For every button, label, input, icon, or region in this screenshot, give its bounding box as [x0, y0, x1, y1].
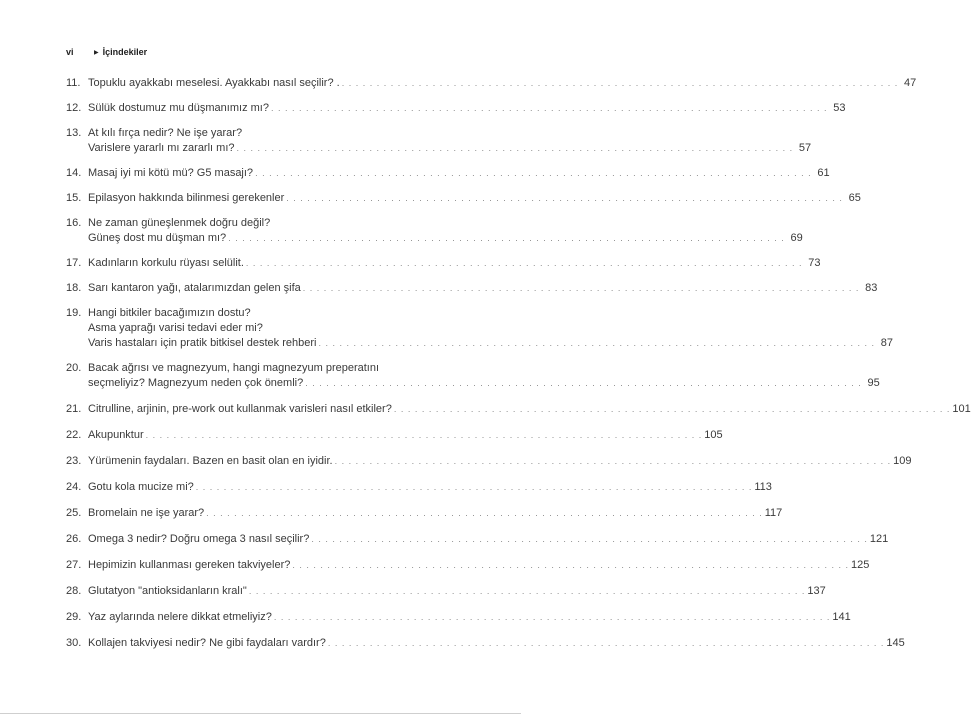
entry-body [88, 306, 894, 351]
entry-line [88, 321, 448, 336]
entry-body [88, 126, 812, 156]
entry-body [88, 454, 912, 469]
toc-entry[interactable] [66, 306, 894, 351]
dot-leader: . . . . . . . . . . . . . . . . . . . . . . . . . . . . . . . . . . . . . . . . . . . . . . . . . . . . . . . . . . . . . . . . . . . . . . . . . . . . . . . . [302, 283, 860, 293]
toc-entry[interactable] [66, 610, 851, 625]
entry-page-number: 47 [904, 77, 917, 89]
entry-number: 21. [66, 403, 82, 415]
entry-title: Bacak ağrısı ve magnezyum, hangi magnezyum preperatını [88, 362, 380, 374]
dot-leader: . . . . . . . . . . . . . . . . . . . . . . . . . . . . . . . . . . . . . . . . . . . . . . . . . . . . . . . . . . . . . . . . . . . . . . . . . . . . . . . . [245, 258, 803, 268]
dot-leader: . . . . . . . . . . . . . . . . . . . . . . . . . . . . . . . . . . . . . . . . . . . . . . . . . . . . . . . . . . . . . . . . . . . . . . . . . . . . . . . . [206, 508, 763, 518]
entry-body [88, 361, 880, 391]
entry-page-number: 105 [704, 429, 723, 441]
entry-number: 25. [66, 507, 82, 519]
bottom-rule [0, 713, 521, 714]
toc-entry[interactable] [66, 636, 905, 651]
entry-title: Asma yaprağı varisi tedavi eder mi? [88, 322, 263, 334]
running-header [66, 47, 147, 57]
entry-page-number: 65 [848, 192, 861, 204]
dot-leader: . . . . . . . . . . . . . . . . . . . . . . . . . . . . . . . . . . . . . . . . . . . . . . . . . . . . . . . . . . . . . . . . . . . . . . . . . . . . . . . . [286, 193, 843, 203]
entry-line [88, 76, 917, 91]
entry-page-number: 53 [833, 102, 846, 114]
dot-leader: . . . . . . . . . . . . . . . . . . . . . . . . . . . . . . . . . . . . . . . . . . . . . . . . . . . . . . . . . . . . . . . . . . . . . . . . . . . . . . . . [327, 638, 885, 648]
entry-page-number: 61 [817, 167, 830, 179]
dot-leader: . . . . . . . . . . . . . . . . . . . . . . . . . . . . . . . . . . . . . . . . . . . . . . . . . . . . . . . . . . . . . . . . . . . . . . . . . . . . . . . . [273, 612, 831, 622]
entry-body [88, 256, 821, 271]
entry-title: Varis hastaları için pratik bitkisel destek rehberi [88, 337, 317, 349]
entry-line [88, 166, 830, 181]
entry-page-number: 109 [893, 455, 912, 467]
entry-page-number: 73 [808, 257, 821, 269]
entry-title: Bromelain ne işe yarar? [88, 507, 205, 519]
dot-leader: . . . . . . . . . . . . . . . . . . . . . . . . . . . . . . . . . . . . . . . . . . . . . . . . . . . . . . . . . . . . . . . . . . . . . . . . . . . . . . . . [255, 168, 812, 178]
entry-page-number: 69 [790, 232, 803, 244]
dot-leader: . . . . . . . . . . . . . . . . . . . . . . . . . . . . . . . . . . . . . . . . . . . . . . . . . . . . . . . . . . . . . . . . . . . . . . . . . . . . . . . . [145, 430, 703, 440]
toc-entry[interactable] [66, 361, 880, 391]
entry-number: 19. [66, 307, 82, 319]
entry-page-number: 117 [764, 507, 783, 519]
entry-title: At kılı fırça nedir? Ne işe yarar? [88, 127, 243, 139]
toc-entry[interactable] [66, 256, 821, 271]
entry-page-number: 141 [832, 611, 851, 623]
triangle-right-icon: ▶ [94, 49, 99, 56]
entry-title: Yaz aylarında nelere dikkat etmeliyiz? [88, 611, 272, 623]
entry-title: Topuklu ayakkabı meselesi. Ayakkabı nasıl seçilir? . [88, 77, 340, 89]
entry-line [88, 428, 723, 443]
dot-leader: . . . . . . . . . . . . . . . . . . . . . . . . . . . . . . . . . . . . . . . . . . . . . . . . . . . . . . . . . . . . . . . . . . . . . . . . . . . . . . . . [393, 404, 951, 414]
table-of-contents [66, 76, 971, 651]
entry-line [88, 126, 448, 141]
entry-page-number: 125 [850, 559, 870, 571]
entry-number: 27. [66, 559, 82, 571]
entry-title: Kollajen takviyesi nedir? Ne gibi faydaları vardır? [88, 637, 326, 649]
entry-number: 12. [66, 102, 82, 114]
entry-title: Glutatyon "antioksidanların kralı" [88, 585, 247, 597]
page-number: vi [66, 47, 74, 57]
dot-leader: . . . . . . . . . . . . . . . . . . . . . . . . . . . . . . . . . . . . . . . . . . . . . . . . . . . . . . . . . . . . . . . . . . . . . . . . . . . . . . . . [228, 233, 785, 243]
entry-line [88, 216, 448, 231]
entry-number: 20. [66, 362, 82, 374]
toc-entry[interactable] [66, 191, 861, 206]
entry-line [88, 281, 878, 296]
entry-body [88, 76, 917, 91]
entry-page-number: 83 [865, 282, 878, 294]
entry-line [88, 141, 812, 156]
entry-title: Sarı kantaron yağı, atalarımızdan gelen şifa [88, 282, 301, 294]
entry-title: Gotu kola mucize mi? [88, 481, 194, 493]
toc-entry[interactable] [66, 506, 783, 521]
dot-leader: . . . . . . . . . . . . . . . . . . . . . . . . . . . . . . . . . . . . . . . . . . . . . . . . . . . . . . . . . . . . . . . . . . . . . . . . . . . . . . . . [334, 456, 892, 466]
entry-line [88, 454, 912, 469]
entry-line [88, 636, 905, 651]
entry-title: Citrulline, arjinin, pre-work out kullanmak varisleri nasıl etkiler? [88, 403, 392, 415]
toc-entry[interactable] [66, 480, 772, 495]
entry-page-number: 101 [952, 403, 971, 415]
entry-line [88, 231, 803, 246]
entry-title: Varislere yararlı mı zararlı mı? [88, 142, 235, 154]
entry-title: Omega 3 nedir? Doğru omega 3 nasıl seçilir? [88, 533, 310, 545]
entry-number: 17. [66, 257, 82, 269]
toc-entry[interactable] [66, 126, 812, 156]
entry-line [88, 506, 783, 521]
entry-page-number: 137 [807, 585, 826, 597]
entry-number: 29. [66, 611, 82, 623]
entry-title: Akupunktur [88, 429, 144, 441]
entry-line [88, 101, 846, 116]
toc-entry[interactable] [66, 532, 889, 547]
entry-body [88, 636, 905, 651]
entry-page-number: 113 [754, 481, 772, 493]
section-title: İçindekiler [102, 47, 148, 57]
toc-entry[interactable] [66, 76, 917, 91]
entry-line [88, 480, 772, 495]
entry-title: Ne zaman güneşlenmek doğru değil? [88, 217, 271, 229]
dot-leader: . . . . . . . . . . . . . . . . . . . . . . . . . . . . . . . . . . . . . . . . . . . . . . . . . . . . . . . . . . . . . . . . . . . . . . . . . . . . . . . . [195, 482, 753, 492]
entry-line [88, 336, 894, 351]
entry-body [88, 558, 870, 573]
entry-number: 14. [66, 167, 82, 179]
dot-leader: . . . . . . . . . . . . . . . . . . . . . . . . . . . . . . . . . . . . . . . . . . . . . . . . . . . . . . . . . . . . . . . . . . . . . . . . . . . . . . . . [311, 534, 868, 544]
entry-line [88, 191, 861, 206]
entry-body [88, 101, 846, 116]
entry-title: Hangi bitkiler bacağımızın dostu? [88, 307, 251, 319]
dot-leader: . . . . . . . . . . . . . . . . . . . . . . . . . . . . . . . . . . . . . . . . . . . . . . . . . . . . . . . . . . . . . . . . . . . . . . . . . . . . . . . . [248, 586, 806, 596]
entry-body [88, 584, 826, 599]
entry-body [88, 506, 783, 521]
dot-leader: . . . . . . . . . . . . . . . . . . . . . . . . . . . . . . . . . . . . . . . . . . . . . . . . . . . . . . . . . . . . . . . . . . . . . . . . . . . . . . . . [341, 78, 899, 88]
entry-line [88, 256, 821, 271]
entry-number: 26. [66, 533, 82, 545]
entry-line [88, 402, 971, 417]
entry-line [88, 584, 826, 599]
entry-number: 22. [66, 429, 82, 441]
entry-page-number: 121 [869, 533, 889, 545]
entry-page-number: 57 [798, 142, 812, 154]
dot-leader: . . . . . . . . . . . . . . . . . . . . . . . . . . . . . . . . . . . . . . . . . . . . . . . . . . . . . . . . . . . . . . . . . . . . . . . . . . . . . . . . [236, 143, 794, 153]
entry-title: Yürümenin faydaları. Bazen en basit olan en iyidir. [88, 455, 333, 467]
dot-leader: . . . . . . . . . . . . . . . . . . . . . . . . . . . . . . . . . . . . . . . . . . . . . . . . . . . . . . . . . . . . . . . . . . . . . . . . . . . . . . . . [270, 103, 828, 113]
entry-body [88, 610, 851, 625]
entry-body [88, 402, 971, 417]
entry-number: 16. [66, 217, 82, 229]
entry-title: seçmeliyiz? Magnezyum neden çok önemli? [88, 377, 304, 389]
entry-line [88, 610, 851, 625]
entry-line [88, 376, 880, 391]
toc-entry[interactable] [66, 101, 846, 116]
entry-number: 28. [66, 585, 82, 597]
entry-body [88, 216, 803, 246]
entry-title: Epilasyon hakkında bilinmesi gerekenler [88, 192, 285, 204]
entry-number: 15. [66, 192, 82, 204]
entry-title: Sülük dostumuz mu düşmanımız mı? [88, 102, 269, 114]
toc-entry[interactable] [66, 216, 803, 246]
toc-entry[interactable] [66, 402, 971, 417]
entry-page-number: 95 [867, 377, 880, 389]
toc-entry[interactable] [66, 584, 826, 599]
entry-body [88, 428, 723, 443]
toc-entry[interactable] [66, 166, 830, 181]
entry-title: Kadınların korkulu rüyası selülit. [88, 257, 244, 269]
entry-number: 18. [66, 282, 82, 294]
entry-body [88, 191, 861, 206]
entry-title: Hepimizin kullanması gereken takviyeler? [88, 559, 291, 571]
entry-number: 23. [66, 455, 82, 467]
entry-line [88, 361, 448, 376]
entry-body [88, 281, 878, 296]
entry-body [88, 480, 772, 495]
toc-entry[interactable] [66, 454, 912, 469]
toc-entry[interactable] [66, 428, 723, 443]
toc-entry[interactable] [66, 281, 878, 296]
dot-leader: . . . . . . . . . . . . . . . . . . . . . . . . . . . . . . . . . . . . . . . . . . . . . . . . . . . . . . . . . . . . . . . . . . . . . . . . . . . . . . . . [318, 338, 876, 348]
dot-leader: . . . . . . . . . . . . . . . . . . . . . . . . . . . . . . . . . . . . . . . . . . . . . . . . . . . . . . . . . . . . . . . . . . . . . . . . . . . . . . . . [305, 378, 862, 388]
entry-number: 11. [66, 77, 81, 89]
entry-number: 24. [66, 481, 82, 493]
dot-leader: . . . . . . . . . . . . . . . . . . . . . . . . . . . . . . . . . . . . . . . . . . . . . . . . . . . . . . . . . . . . . . . . . . . . . . . . . . . . . . . . [292, 560, 849, 570]
entry-page-number: 145 [886, 637, 905, 649]
entry-body [88, 166, 830, 181]
entry-line [88, 532, 889, 547]
entry-page-number: 87 [880, 337, 894, 349]
toc-entry[interactable] [66, 558, 870, 573]
entry-number: 30. [66, 637, 82, 649]
entry-number: 13. [66, 127, 82, 139]
entry-line [88, 558, 870, 573]
entry-title: Güneş dost mu düşman mı? [88, 232, 227, 244]
entry-line [88, 306, 448, 321]
entry-title: Masaj iyi mi kötü mü? G5 masajı? [88, 167, 254, 179]
entry-body [88, 532, 889, 547]
